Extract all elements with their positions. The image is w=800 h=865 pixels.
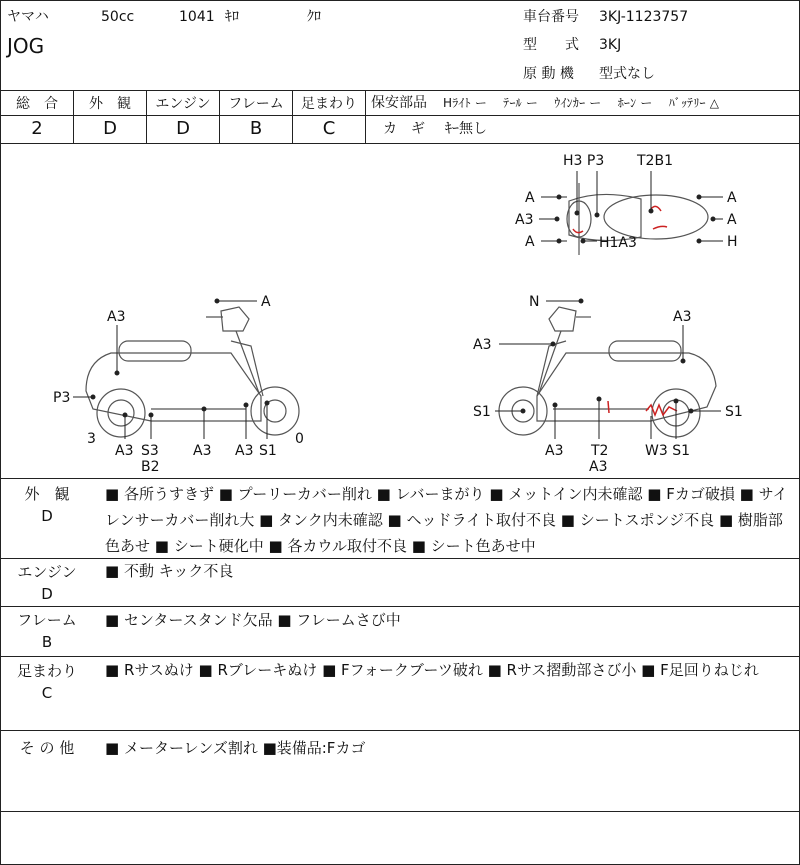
top-label-a-r1: A bbox=[727, 190, 737, 206]
grade-exterior: D bbox=[103, 118, 117, 139]
section-suspension-text: ■ Rサスぬけ ■ Rブレーキぬけ ■ Fフォークブーツ破れ ■ Rサス摺動部さび小 ■ F足回りねじれ bbox=[105, 661, 759, 679]
left-label-a3-top: A3 bbox=[107, 309, 126, 325]
section-frame-text: ■ センタースタンド欠品 ■ フレームさび中 bbox=[105, 611, 401, 629]
engine-label: 原 動 機 bbox=[523, 66, 574, 82]
left-label-a3-b1: A3 bbox=[115, 443, 134, 459]
top-label-h-r: H bbox=[727, 234, 738, 250]
type-label: 型 式 bbox=[523, 37, 579, 53]
grade-head-frame: フレーム bbox=[228, 96, 284, 112]
section-suspension-grade: C bbox=[41, 684, 53, 702]
grade-head-overall: 総 合 bbox=[16, 96, 58, 112]
left-label-a3-b2: A3 bbox=[193, 443, 212, 459]
grade-head-suspension: 足まわり bbox=[301, 96, 357, 112]
section-engine-grade: D bbox=[41, 585, 53, 603]
section-other-label: そ の 他 bbox=[19, 739, 75, 757]
section-frame-label: フレーム bbox=[17, 611, 77, 629]
right-label-a3-top: A3 bbox=[673, 309, 692, 325]
section-engine-text: ■ 不動 キック不良 bbox=[105, 562, 234, 580]
mileage: 1041 bbox=[179, 9, 215, 25]
top-label-a-l1: A bbox=[525, 190, 535, 206]
grade-head-exterior: 外 観 bbox=[89, 96, 131, 112]
damage-diagram bbox=[1, 144, 799, 478]
grade-suspension: C bbox=[322, 118, 336, 139]
section-exterior-label: 外 観 bbox=[24, 485, 70, 503]
left-label-a: A bbox=[261, 294, 271, 310]
grade-overall: 2 bbox=[31, 118, 43, 139]
section-engine-label: エンジン bbox=[17, 563, 77, 581]
top-label-h1a3: H1A3 bbox=[599, 235, 637, 251]
mileage-unit: ｷﾛ bbox=[225, 9, 239, 25]
section-exterior-grade: D bbox=[41, 507, 53, 525]
safety-label: 保安部品 bbox=[371, 95, 427, 111]
key-value: ｷｰ無し bbox=[445, 121, 487, 137]
frame-no: 3KJ-1123757 bbox=[599, 9, 689, 25]
type-value: 3KJ bbox=[599, 37, 622, 53]
right-label-a3-b2: A3 bbox=[589, 459, 608, 475]
divider bbox=[1, 90, 799, 91]
engine-value: 型式なし bbox=[599, 66, 655, 82]
top-label-h3-p3: H3 P3 bbox=[563, 153, 605, 169]
right-label-a3-b: A3 bbox=[545, 443, 564, 459]
model-name: JOG bbox=[7, 34, 45, 58]
section-exterior-text: ■ 各所うすきず ■ プーリーカバー削れ ■ レバーまがり ■ メットイン内未確認 ■ Fカゴ破損 ■ サイレンサーカバー削れ大 ■ タンク内未確認 ■ ヘッドライト取付不良 ■ シートスポンジ不良 ■ 樹脂部色あせ ■ シート硬化中 ■ 各カウル取付不良 ■ シート色あせ中 bbox=[105, 485, 788, 555]
color: ｸﾛ bbox=[307, 9, 321, 25]
maker: ヤマハ bbox=[7, 9, 49, 25]
right-label-s1-left: S1 bbox=[473, 404, 491, 420]
top-label-t2b1: T2B1 bbox=[637, 153, 673, 169]
left-label-a3-b3: A3 bbox=[235, 443, 254, 459]
left-label-p3: P3 bbox=[53, 390, 71, 406]
key-label: カ ギ bbox=[383, 121, 425, 137]
section-other-text: ■ メーターレンズ割れ ■装備品:Fカゴ bbox=[105, 739, 366, 757]
grade-head-engine: エンジン bbox=[155, 96, 211, 112]
left-label-0: 0 bbox=[295, 431, 304, 447]
left-label-b2: B2 bbox=[141, 459, 160, 475]
left-label-s1: S1 bbox=[259, 443, 277, 459]
safety-items: Hﾗｲﾄ ー ﾃｰﾙ ー ｳｲﾝｶｰ ー ﾎｰﾝ ー ﾊﾞｯﾃﾘｰ △ bbox=[443, 96, 720, 110]
left-label-3: 3 bbox=[87, 431, 96, 447]
right-label-w3-s1: W3 S1 bbox=[645, 443, 690, 459]
left-label-s3: S3 bbox=[141, 443, 159, 459]
top-label-a3-l: A3 bbox=[515, 212, 534, 228]
right-label-t2: T2 bbox=[591, 443, 609, 459]
displacement: 50cc bbox=[101, 9, 135, 25]
grade-engine: D bbox=[176, 118, 190, 139]
top-label-a-r2: A bbox=[727, 212, 737, 228]
right-label-n: N bbox=[529, 294, 540, 310]
section-suspension-label: 足まわり bbox=[16, 662, 77, 680]
frame-no-label: 車台番号 bbox=[523, 9, 579, 25]
top-label-a-l2: A bbox=[525, 234, 535, 250]
right-label-a3-mid: A3 bbox=[473, 337, 492, 353]
section-frame-grade: B bbox=[41, 633, 53, 651]
grade-frame: B bbox=[249, 118, 263, 139]
right-label-s1-right: S1 bbox=[725, 404, 743, 420]
